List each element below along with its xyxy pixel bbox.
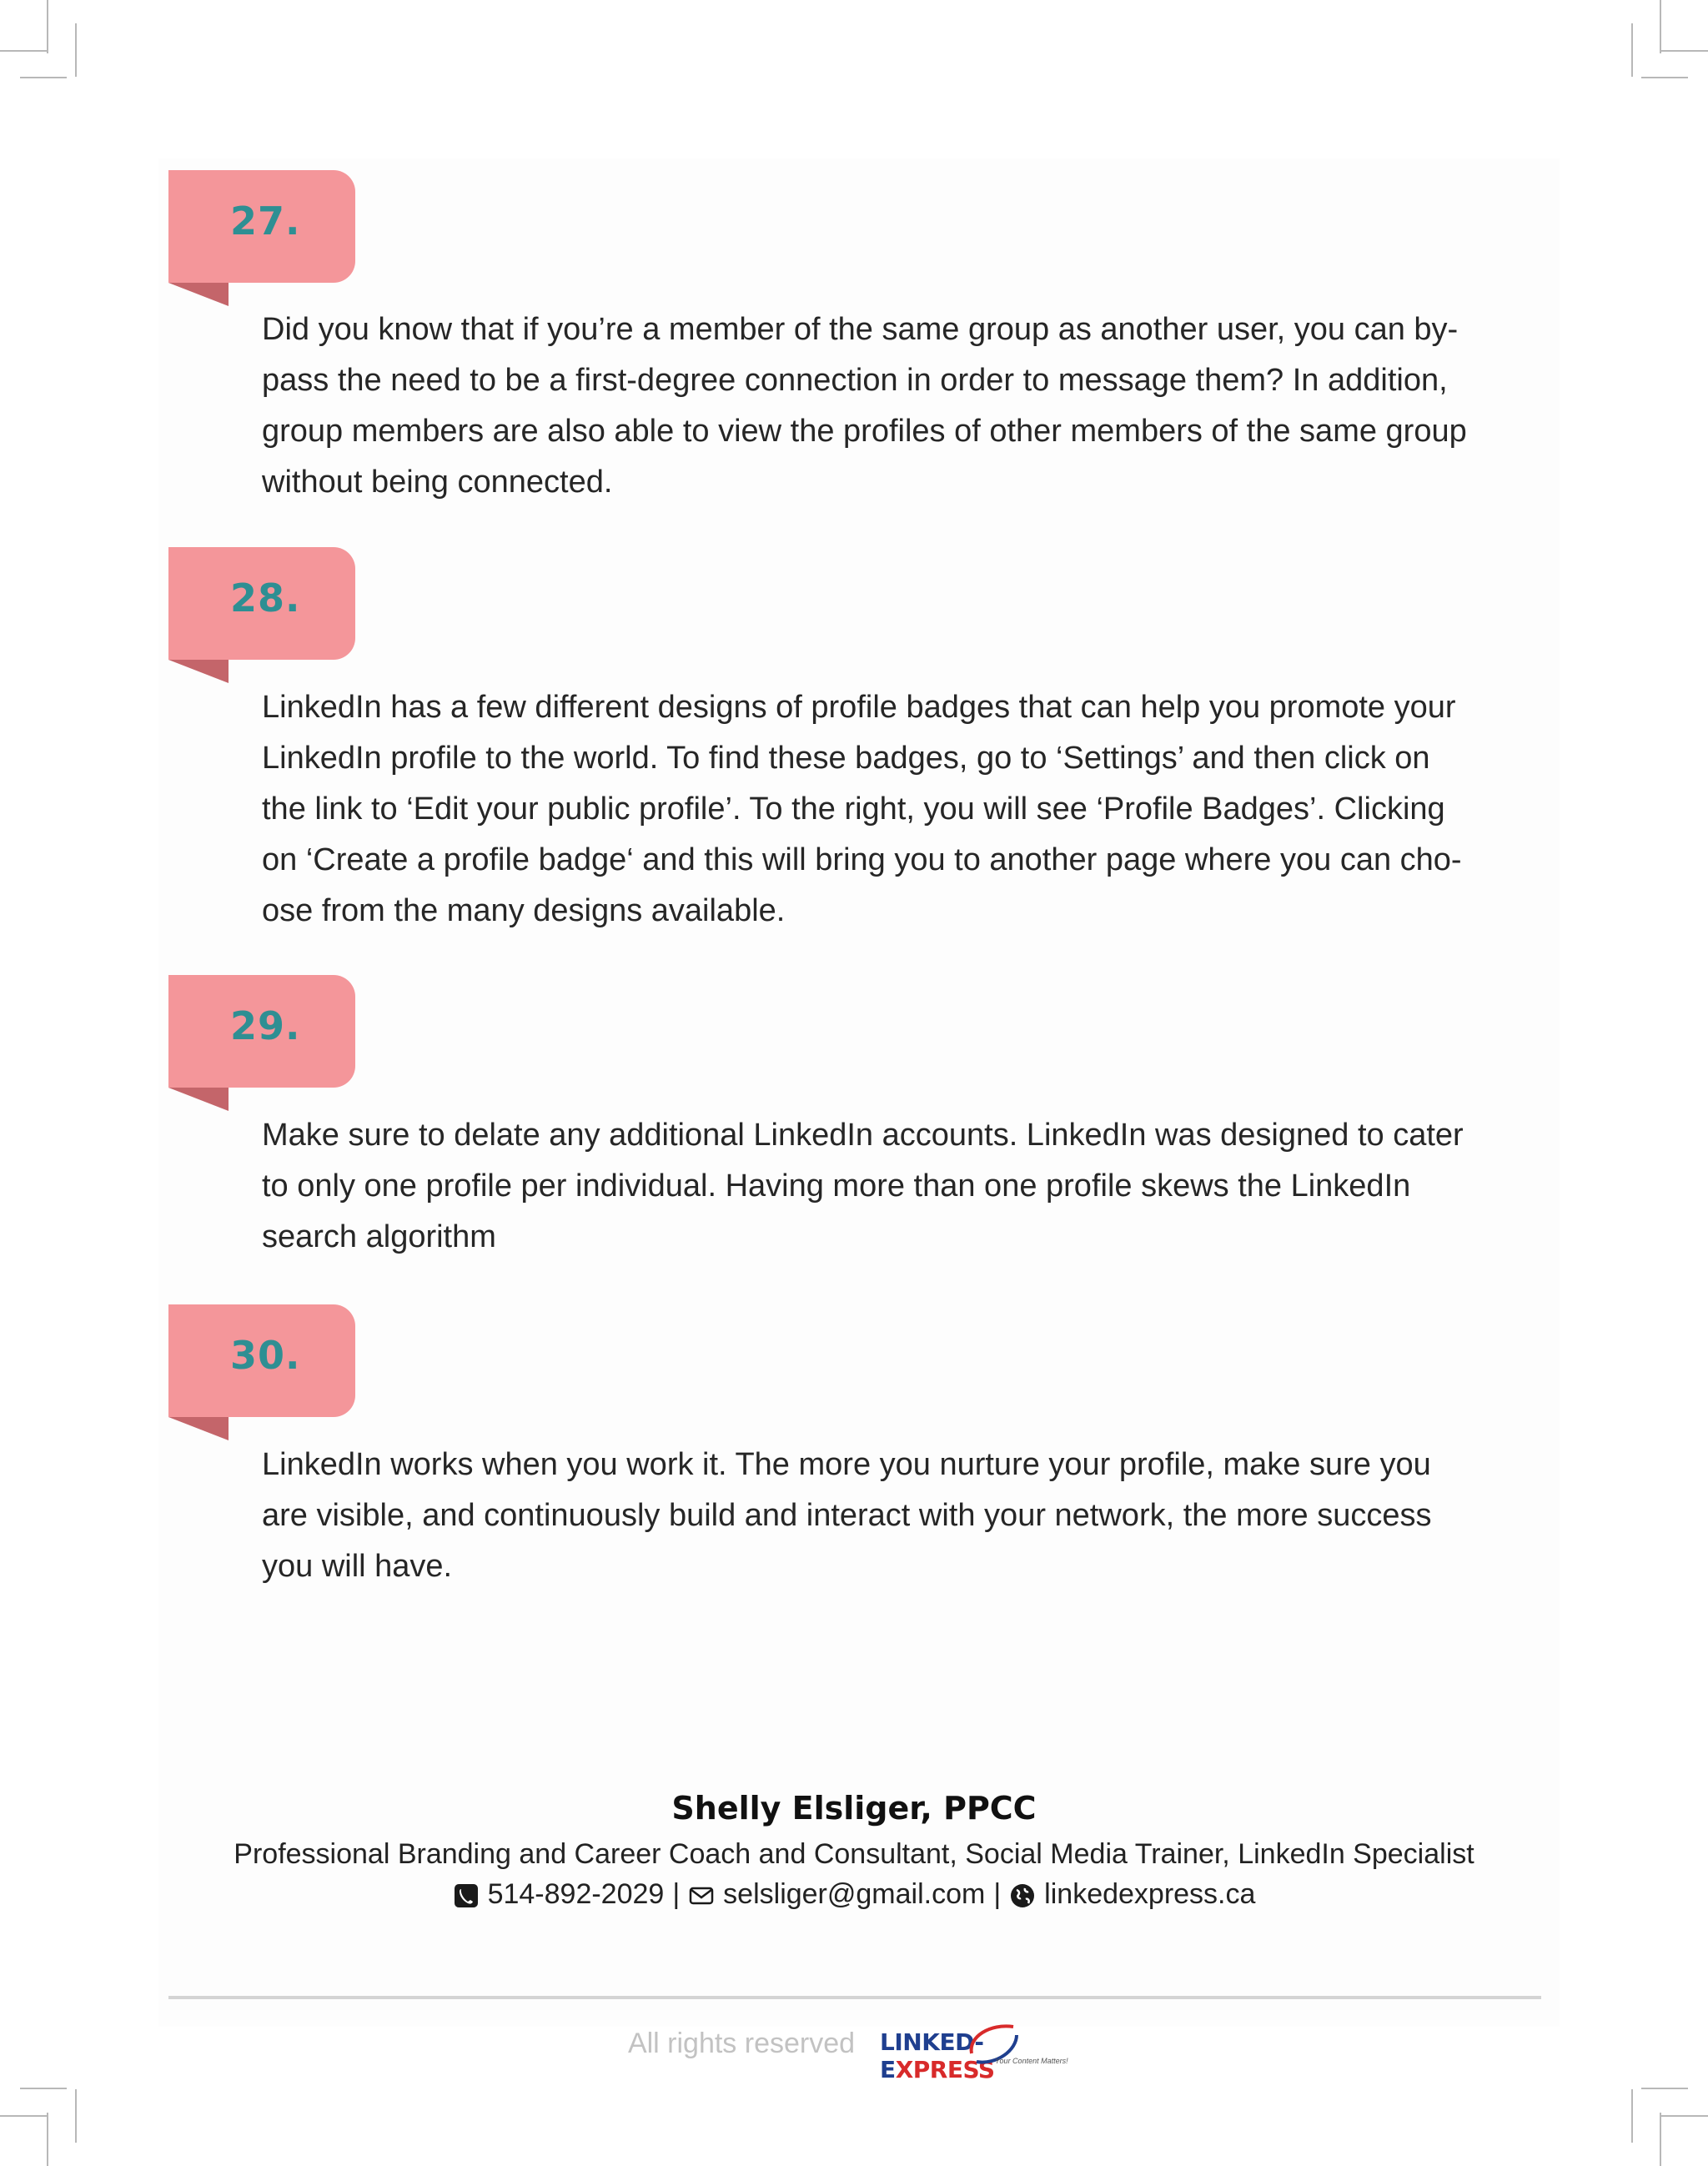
linked-express-logo[interactable] xyxy=(880,2017,1080,2083)
tip-line: group members are also able to view the profiles of other members of the same group xyxy=(262,414,1467,449)
logo-text-part1: LINKED-E xyxy=(880,2028,984,2083)
crop-mark xyxy=(20,77,67,78)
logo-tagline: Your Content Matters! xyxy=(995,2057,1068,2065)
crop-mark xyxy=(75,23,77,77)
crop-mark xyxy=(20,2088,67,2089)
crop-mark xyxy=(1661,50,1708,52)
tip-line: LinkedIn has a few different designs of profile badges that can help you promote your xyxy=(262,690,1456,725)
phone-icon xyxy=(453,1878,480,1911)
envelope-icon xyxy=(688,1878,715,1911)
tip-line: Did you know that if you’re a member of the same group as another user, you can by- xyxy=(262,312,1459,347)
crop-mark xyxy=(1631,2089,1633,2143)
crop-mark xyxy=(1661,2115,1708,2117)
tip-text xyxy=(262,304,1546,508)
phone-link[interactable]: 514-892-2029 xyxy=(487,1878,665,1910)
contact-line xyxy=(0,1878,1708,1911)
tip-number: 28. xyxy=(230,575,301,621)
tip-line: search algorithm xyxy=(262,1219,496,1254)
separator: | xyxy=(993,1878,1002,1910)
footer-divider xyxy=(168,1996,1541,1999)
tip-line: on ‘Create a profile badge‘ and this will bring you to another page where you can cho- xyxy=(262,842,1462,877)
separator: | xyxy=(672,1878,681,1910)
tip-text xyxy=(262,1110,1546,1263)
website-link[interactable]: linkedexpress.ca xyxy=(1044,1878,1256,1910)
tip-line: without being connected. xyxy=(262,465,613,500)
tip-line: pass the need to be a first-degree connection in order to message them? In addition, xyxy=(262,363,1448,398)
tip-line: LinkedIn profile to the world. To find these badges, go to ‘Settings’ and then click on xyxy=(262,741,1430,776)
tip-number-tab xyxy=(168,1304,355,1417)
crop-mark xyxy=(1641,77,1688,78)
author-role: Professional Branding and Career Coach and Consultant, Social Media Trainer, LinkedIn Specialist xyxy=(234,1838,1474,1870)
crop-mark xyxy=(47,2113,48,2166)
tip-text xyxy=(262,682,1546,937)
crop-mark xyxy=(1660,2113,1661,2166)
tip-line: Make sure to delate any additional LinkedIn accounts. LinkedIn was designed to cater xyxy=(262,1118,1464,1153)
tip-line: LinkedIn works when you work it. The more you nurture your profile, make sure you xyxy=(262,1447,1431,1482)
crop-mark xyxy=(1631,23,1633,77)
tip-number: 29. xyxy=(230,1003,301,1048)
author-name: Shelly Elsliger, PPCC xyxy=(671,1790,1037,1827)
crop-mark xyxy=(1641,2088,1688,2089)
crop-mark xyxy=(0,2115,47,2117)
logo-text-part2: XPRESS xyxy=(895,2056,995,2083)
crop-mark xyxy=(0,50,47,52)
tab-fold xyxy=(168,660,229,683)
tip-number: 27. xyxy=(230,199,301,244)
tip-text xyxy=(262,1440,1546,1592)
email-link[interactable]: selsliger@gmail.com xyxy=(723,1878,986,1910)
tab-fold xyxy=(168,1088,229,1111)
tip-line: to only one profile per individual. Having more than one profile skews the LinkedIn xyxy=(262,1168,1411,1204)
crop-mark xyxy=(75,2089,77,2143)
tip-line: you will have. xyxy=(262,1549,453,1584)
crop-mark xyxy=(1660,0,1661,53)
rights-text: All rights reserved xyxy=(627,2027,856,2059)
tip-line: the link to ‘Edit your public profile’. To the right, you will see ‘Profile Badges’. Clicking xyxy=(262,792,1445,827)
tip-number-tab xyxy=(168,975,355,1088)
tip-line: ose from the many designs available. xyxy=(262,893,786,928)
tab-fold xyxy=(168,1417,229,1440)
tip-number: 30. xyxy=(230,1333,301,1378)
copyright-bar xyxy=(0,2017,1708,2083)
tab-fold xyxy=(168,283,229,306)
tip-line: are visible, and continuously build and interact with your network, the more success xyxy=(262,1498,1432,1533)
crop-mark xyxy=(47,0,48,53)
tip-number-tab xyxy=(168,170,355,283)
tip-number-tab xyxy=(168,547,355,660)
globe-icon xyxy=(1009,1878,1036,1911)
